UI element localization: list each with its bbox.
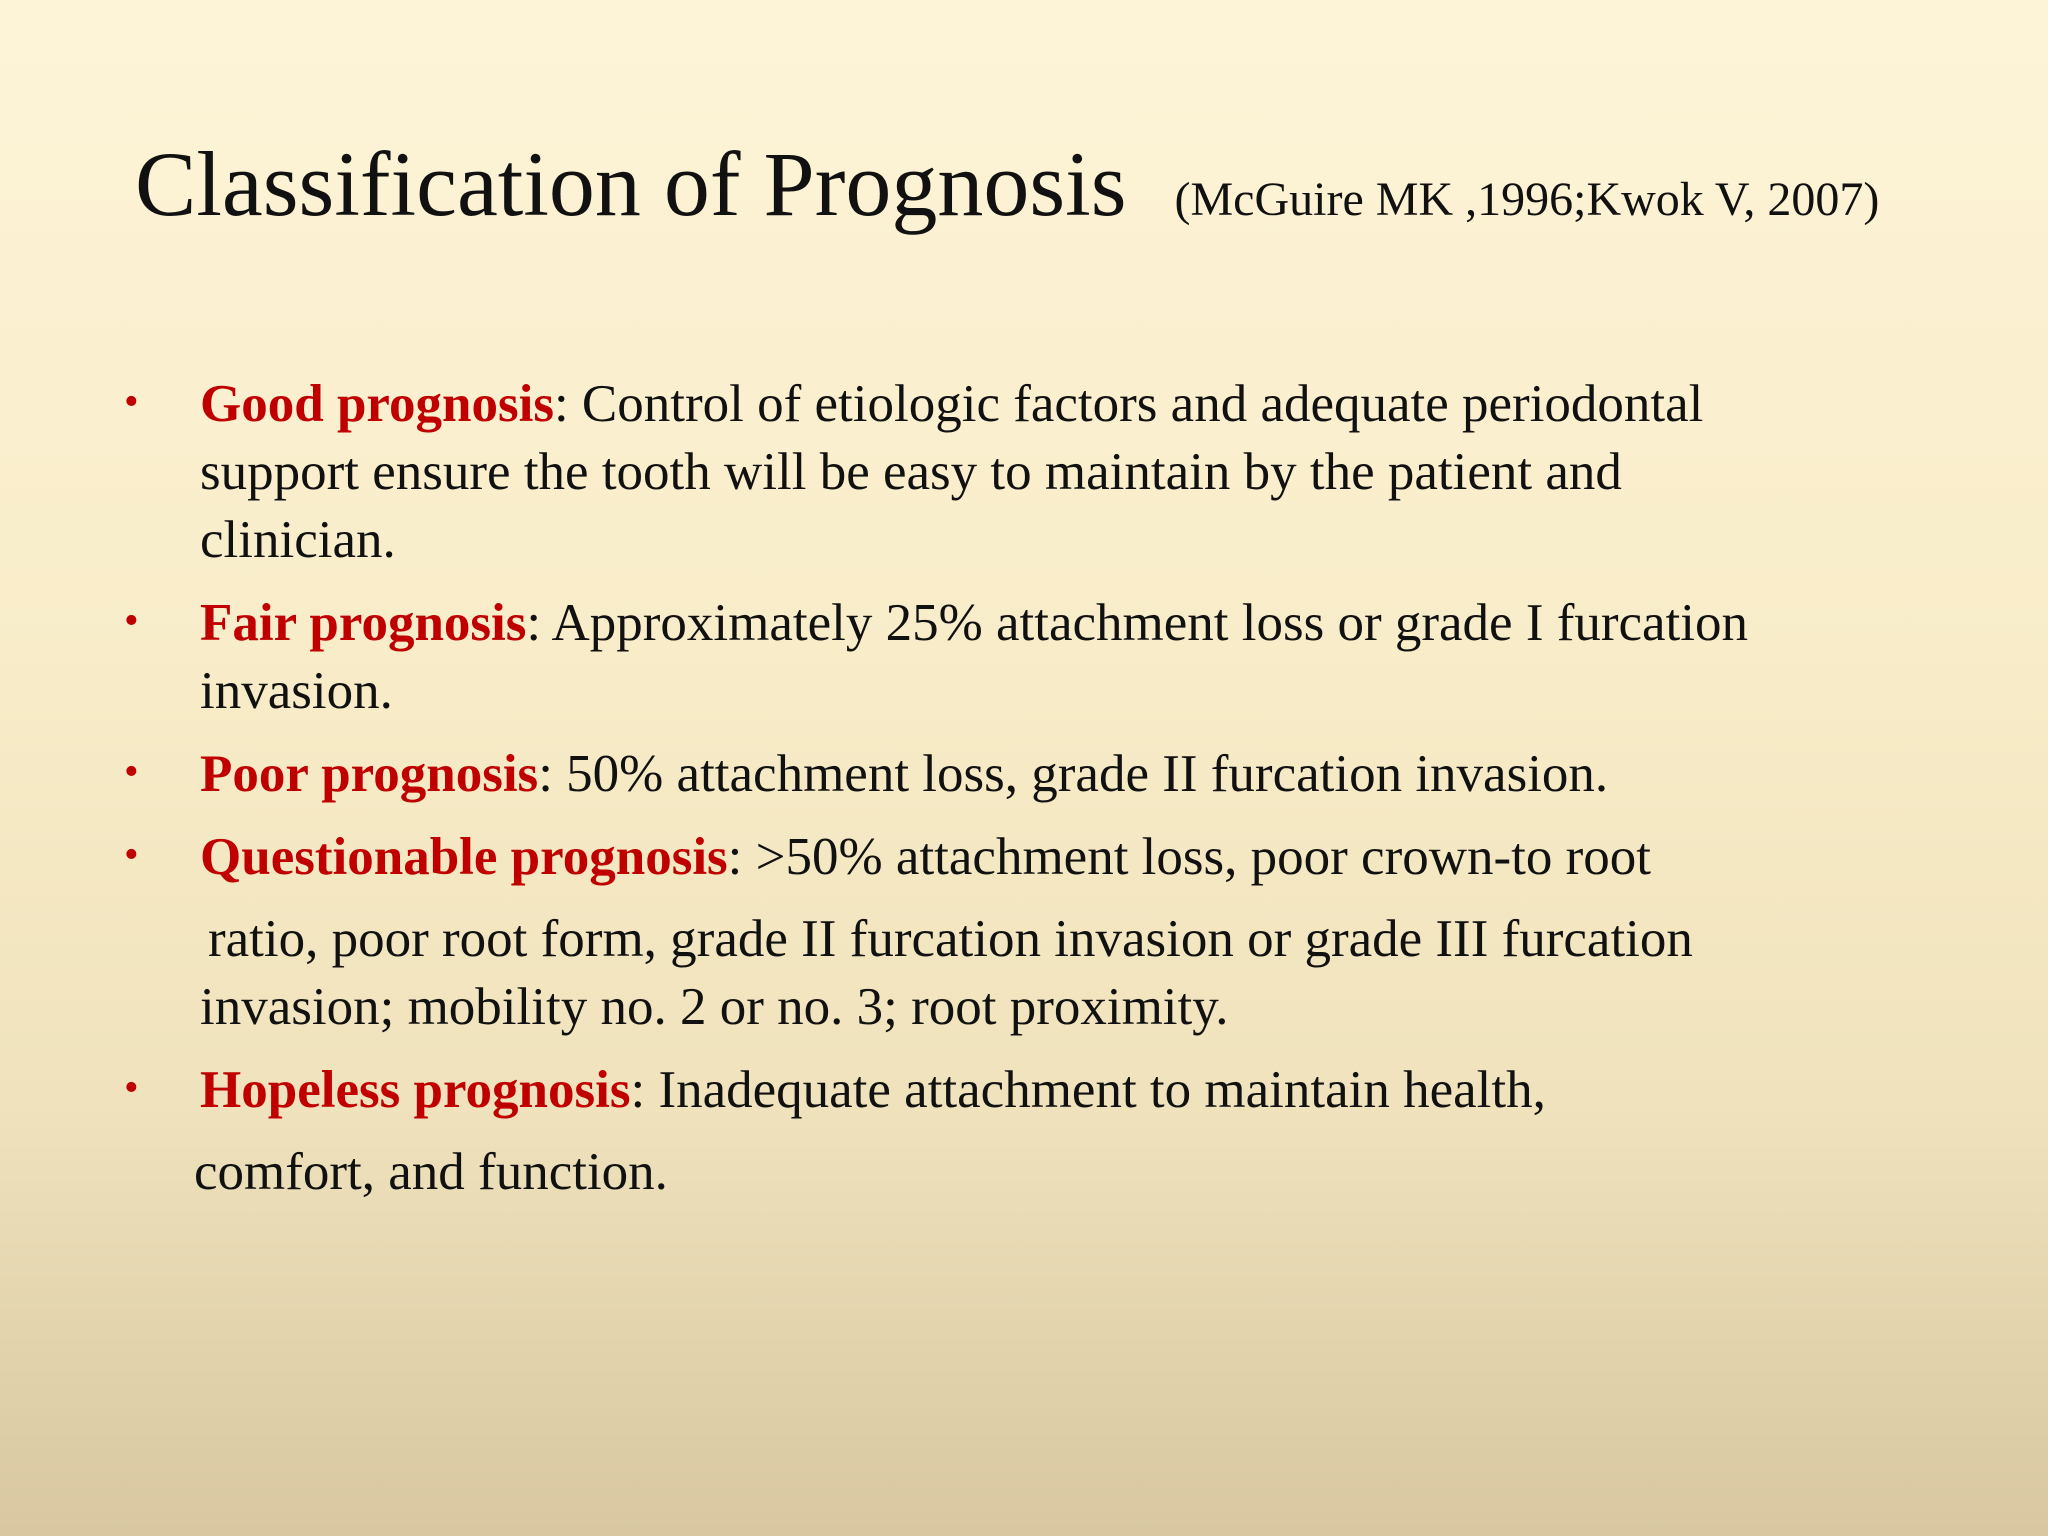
bullet-label: Good prognosis <box>200 375 554 433</box>
bullet-line-2: comfort, and function. <box>194 1143 668 1201</box>
bullet-line-3: clinician. <box>200 511 396 569</box>
bullet-text: : Inadequate attachment to maintain health, <box>630 1061 1546 1119</box>
bullet-line-2: support ensure the tooth will be easy to maintain by the patient and <box>200 443 1622 501</box>
bullet-poor-prognosis <box>118 740 1958 808</box>
bullet-line-1 <box>200 740 1958 808</box>
prognosis-bullet-list <box>118 370 1958 1221</box>
bullet-icon: • <box>124 832 139 878</box>
bullet-line-1 <box>200 1056 1958 1124</box>
bullet-icon: • <box>124 598 139 644</box>
title-citation: (McGuire MK ,1996;Kwok V, 2007) <box>1174 173 1880 226</box>
bullet-fair-prognosis <box>118 589 1958 725</box>
bullet-text: : 50% attachment loss, grade II furcation invasion. <box>538 745 1609 803</box>
bullet-good-prognosis <box>118 370 1958 574</box>
bullet-icon: • <box>124 1065 139 1111</box>
bullet-line-2: ratio, poor root form, grade II furcation invasion or grade III furcation <box>208 910 1693 968</box>
bullet-label: Hopeless prognosis <box>200 1061 631 1119</box>
slide-title: Classification of Prognosis <box>135 133 1127 235</box>
bullet-icon: • <box>124 749 139 795</box>
bullet-line-2: invasion. <box>200 662 393 720</box>
bullet-text: : Approximately 25% attachment loss or grade I furcation <box>526 594 1749 652</box>
bullet-label: Poor prognosis <box>200 745 539 803</box>
bullet-text: : Control of etiologic factors and adequate periodontal <box>553 375 1704 433</box>
bullet-hopeless-prognosis <box>118 1056 1958 1206</box>
bullet-label: Fair prognosis <box>200 594 527 652</box>
bullet-line-1 <box>200 589 1958 657</box>
bullet-label: Questionable prognosis <box>200 828 728 886</box>
bullet-line-3: invasion; mobility no. 2 or no. 3; root proximity. <box>200 978 1229 1036</box>
bullet-text: : >50% attachment loss, poor crown-to root <box>727 828 1652 886</box>
bullet-line-1 <box>200 823 1958 891</box>
bullet-line-1 <box>200 370 1958 438</box>
bullet-icon: • <box>124 379 139 425</box>
bullet-questionable-prognosis <box>118 823 1958 1041</box>
slide-title-row <box>135 133 1935 258</box>
